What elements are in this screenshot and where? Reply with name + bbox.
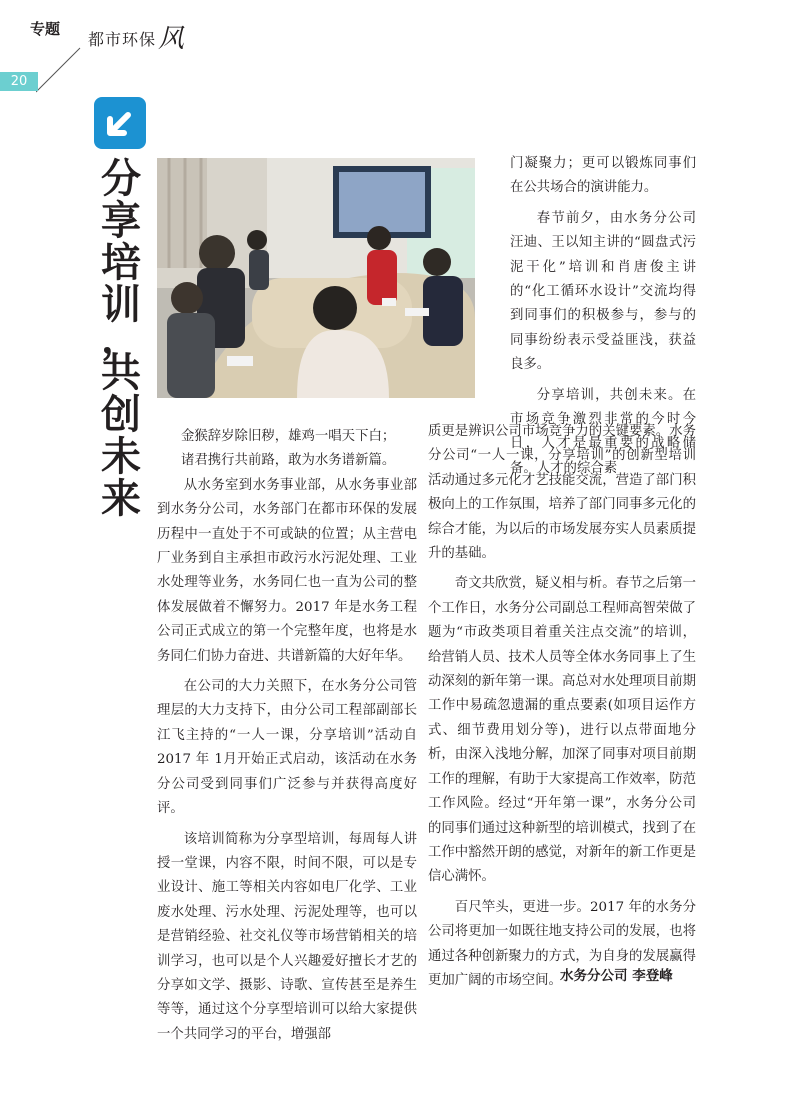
paragraph: 从水务室到水务事业部，从水务事业部到水务分公司，水务部门在都市环保的发展历程中一直处于不可或缺的位置；从主营电厂业务到自主承担市政污水污泥处理、工业水处理等业务，水务同仁也一直为公司的整体发展做着不懈努力。2017 年是水务工程公司正式成立的第一个完整年度，也将是水务同仁们协力奋进、共谱新篇的大好年华。 [157,477,417,664]
brand-mark: 风 [158,24,186,54]
meeting-photo [157,158,475,398]
author-byline: 水务分公司 李登峰 [560,968,673,984]
paragraph: 质更是辨识公司市场竞争力的关键要素。水务分公司“一人一课，分享培训”的创新型培训活动通过多元化才艺技能交流，营造了部门积极向上的工作氛围，培养了部门同事多元化的综合才能，为以后的市场发展夯实人员素质提升的基础。 [428,424,696,562]
article-title: 分 享 培 训 ， 共 创 未 来 [101,156,141,522]
section-label: 专题 [30,20,61,38]
brand-text: 都市环保 [88,30,157,49]
magazine-brand [88,16,185,53]
paragraph: 春节前夕，由水务分公司汪迪、王以知主讲的“圆盘式污泥干化”培训和肖唐俊主讲的“化工循环水设计”交流均得到同事们的积极参与，参与的同事纷纷表示受益匪浅，获益良多。 [510,210,696,373]
paragraph: 奇文共欣赏，疑义相与析。春节之后第一个工作日，水务分公司副总工程师高智荣做了题为“市政类项目着重关注点交流”的培训，给营销人员、技术人员等全体水务同事上了生动深刻的新年第一课。高总对水处理项目前期工作中易疏忽遗漏的重点要素(如项目运作方式、细节费用划分等)，进行以点带面地分析，由深入浅地分解，加深了同事对项目前期工作的理解，有助于大家提高工作效率，防范工作风险。经过“开年第一课”，水务分公司的同事们通过这种新型的培训模式，找到了在工作中豁然开朗的感觉，对新年的新工作更是信心满怀。 [428,576,696,885]
page-number: 20 [0,72,38,91]
paragraph: 在公司的大力关照下，在水务分公司管理层的大力支持下，由分公司工程部副部长江飞主持的“一人一课，分享培训”活动自 2017 年 1月开始正式启动，该活动在水务分公司受到同事们广泛参与并获得高度好评。 [157,679,417,817]
paragraph: 该培训简称为分享型培训，每周每人讲授一堂课，内容不限，时间不限，可以是专业设计、施工等相关内容如电厂化学、工业废水处理、污水处理、污泥处理等，也可以是营销经验、社交礼仪等市场营销相关的培训学习，也可以是个人兴趣爱好擅长才艺的分享如文学、摄影、诗歌、宣传甚至是养生等等，通过这个分享型培训可以给大家提供一个共同学习的平台，增强部 [157,831,417,1042]
paragraph: 分享培训，共创未来。在市场竞争激烈非常的今时今日，人才是最重要的战略储备。人才的综合素 [510,387,696,476]
paragraph: 门凝聚力；更可以锻炼同事们在公共场合的演讲能力。 [510,156,696,196]
paragraph: 百尺竿头，更进一步。2017 年的水务分公司将更加一如既往地支持公司的发展，也将通过各种创新聚力的方式，为自身的发展赢得更加广阔的市场空间。 [428,899,696,988]
arrow-down-left-icon [94,97,146,149]
poem-line: 金猴辞岁除旧秽，雄鸡一唱天下白； [181,429,396,444]
article-column-left [157,425,417,1047]
poem-line: 诸君携行共前路，敢为水务谱新篇。 [181,453,396,469]
article-column-right-bottom [428,420,696,993]
